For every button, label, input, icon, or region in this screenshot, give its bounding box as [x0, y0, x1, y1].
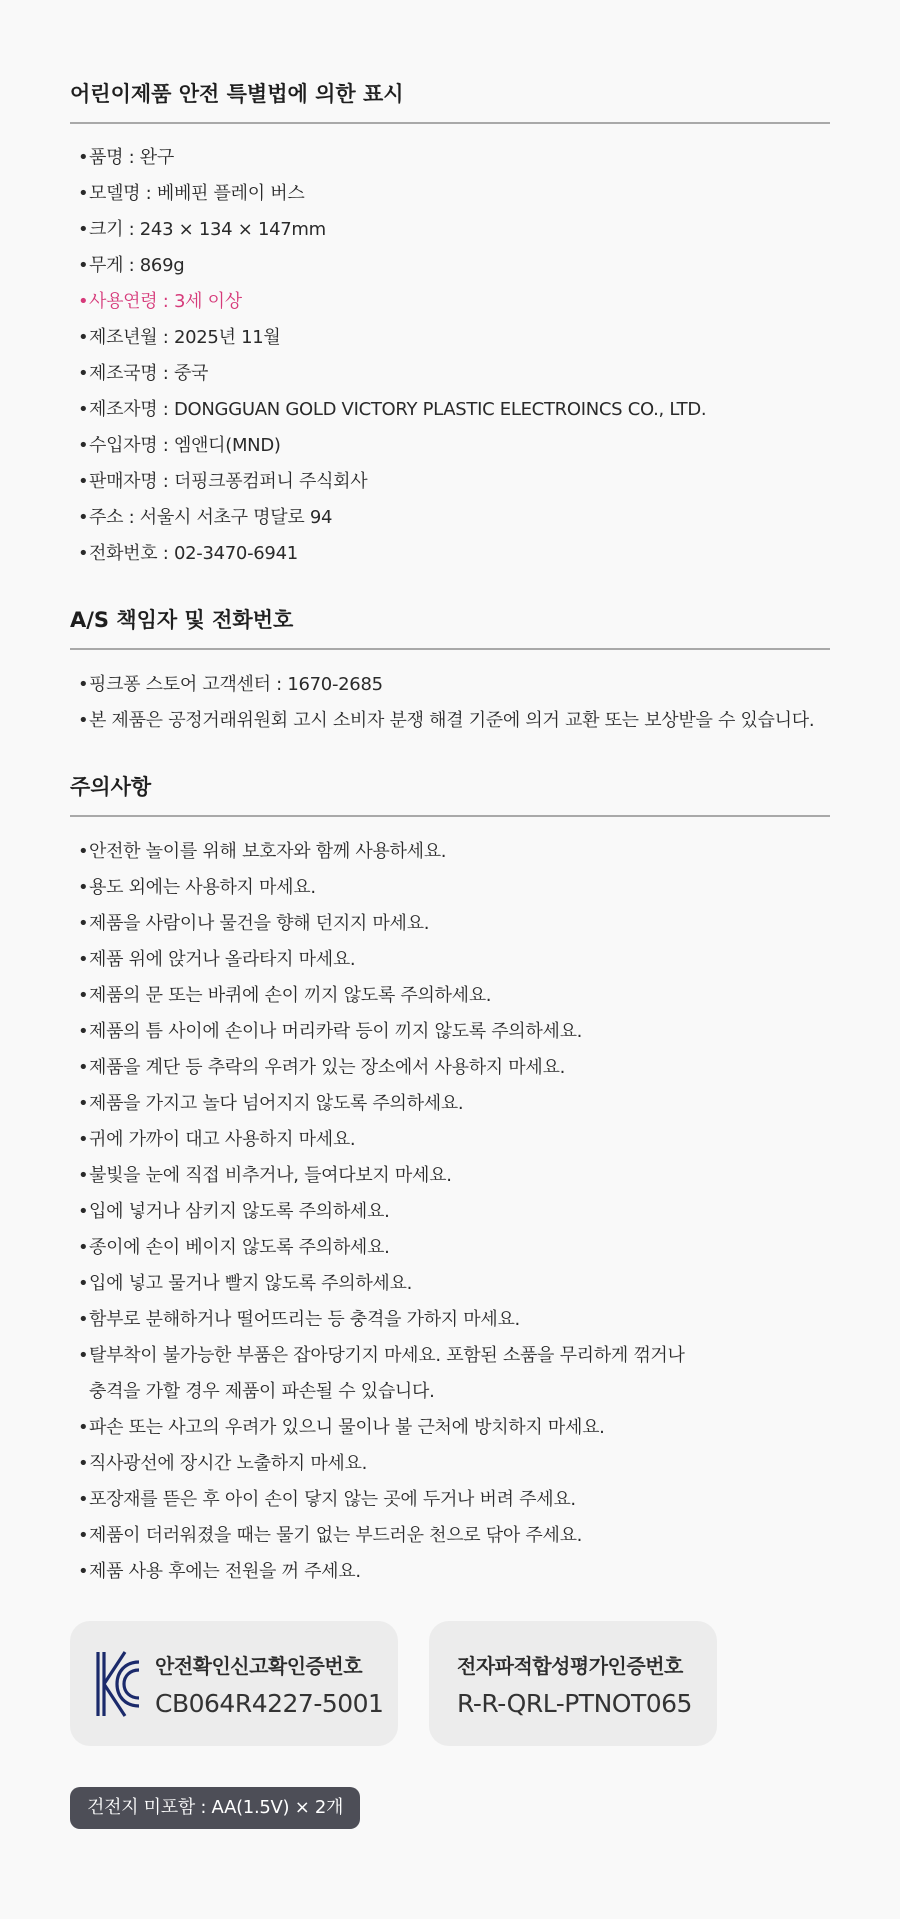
- list-item: • 입에 넣고 물거나 빨지 않도록 주의하세요.: [78, 1266, 830, 1302]
- section-title: 어린이제품 안전 특별법에 의한 표시: [70, 78, 830, 124]
- section-product-safety: [70, 78, 830, 572]
- list-item: • 제품을 가지고 놀다 넘어지지 않도록 주의하세요.: [78, 1086, 830, 1122]
- cert-label: 안전확인신고확인증번호: [155, 1653, 363, 1678]
- list-item: • 본 제품은 공정거래위원회 고시 소비자 분쟁 해결 기준에 의거 교환 또는 보상받을 수 있습니다.: [78, 703, 830, 739]
- list-item: • 제품의 문 또는 바퀴에 손이 끼지 않도록 주의하세요.: [78, 978, 830, 1014]
- list-item-continuation: 충격을 가할 경우 제품이 파손될 수 있습니다.: [89, 1381, 435, 1402]
- cert-label: 전자파적합성평가인증번호: [457, 1653, 683, 1678]
- info-list: [70, 650, 830, 739]
- list-item: • 판매자명 : 더핑크퐁컴퍼니 주식회사: [78, 464, 830, 500]
- cert-number: R-R-QRL-PTNOT065: [457, 1688, 692, 1718]
- list-item: • 귀에 가까이 대고 사용하지 마세요.: [78, 1122, 830, 1158]
- emc-certification-text: [457, 1650, 692, 1718]
- kc-certification-text: [155, 1650, 383, 1718]
- certification-row: [70, 1621, 717, 1746]
- list-item: • 탈부착이 불가능한 부품은 잡아당기지 마세요. 포함된 소품을 무리하게 꺾거나: [78, 1338, 830, 1374]
- list-item: • 직사광선에 장시간 노출하지 마세요.: [78, 1446, 830, 1482]
- list-item: • 제품 위에 앉거나 올라타지 마세요.: [78, 942, 830, 978]
- list-item: • 종이에 손이 베이지 않도록 주의하세요.: [78, 1230, 830, 1266]
- section-title: 주의사항: [70, 771, 830, 817]
- cert-number: CB064R4227-5001: [155, 1688, 384, 1718]
- battery-notice-badge: 건전지 미포함 : AA(1.5V) × 2개: [70, 1787, 360, 1829]
- list-item: • 제품을 사람이나 물건을 향해 던지지 마세요.: [78, 906, 830, 942]
- list-item: • 제품을 계단 등 추락의 우려가 있는 장소에서 사용하지 마세요.: [78, 1050, 830, 1086]
- section-as-contact: [70, 604, 830, 739]
- list-item: • 불빛을 눈에 직접 비추거나, 들여다보지 마세요.: [78, 1158, 830, 1194]
- section-title: A/S 책임자 및 전화번호: [70, 604, 830, 650]
- list-item: • 무게 : 869g: [78, 248, 830, 284]
- list-item: • 함부로 분해하거나 떨어뜨리는 등 충격을 가하지 마세요.: [78, 1302, 830, 1338]
- emc-certification-card: [429, 1621, 717, 1746]
- list-item: • 입에 넣거나 삼키지 않도록 주의하세요.: [78, 1194, 830, 1230]
- product-info: [70, 78, 830, 1622]
- info-list: [70, 124, 830, 572]
- list-item: • 제조자명 : DONGGUAN GOLD VICTORY PLASTIC ELECTROINCS CO., LTD.: [78, 392, 830, 428]
- kc-mark-icon: [95, 1648, 141, 1720]
- list-item: • 안전한 놀이를 위해 보호자와 함께 사용하세요.: [78, 834, 830, 870]
- list-item: • 수입자명 : 엠앤디(MND): [78, 428, 830, 464]
- kc-certification-card: [70, 1621, 398, 1746]
- section-cautions: [70, 771, 830, 1590]
- list-item: • 제조년월 : 2025년 11월: [78, 320, 830, 356]
- list-item: • 주소 : 서울시 서초구 명달로 94: [78, 500, 830, 536]
- list-item: • 포장재를 뜯은 후 아이 손이 닿지 않는 곳에 두거나 버려 주세요.: [78, 1482, 830, 1518]
- age-item-highlighted: • 사용연령 : 3세 이상: [78, 284, 830, 320]
- list-item: • 파손 또는 사고의 우려가 있으니 물이나 불 근처에 방치하지 마세요.: [78, 1410, 830, 1446]
- list-item: • 제품이 더러워졌을 때는 물기 없는 부드러운 천으로 닦아 주세요.: [78, 1518, 830, 1554]
- list-item: • 전화번호 : 02-3470-6941: [78, 536, 830, 572]
- caution-list: [70, 817, 830, 1590]
- list-item: • 크기 : 243 × 134 × 147mm: [78, 212, 830, 248]
- list-item: • 모델명 : 베베핀 플레이 버스: [78, 176, 830, 212]
- list-item: • 제품 사용 후에는 전원을 꺼 주세요.: [78, 1554, 830, 1590]
- list-item: • 제조국명 : 중국: [78, 356, 830, 392]
- list-item: • 제품의 틈 사이에 손이나 머리카락 등이 끼지 않도록 주의하세요.: [78, 1014, 830, 1050]
- list-item: • 용도 외에는 사용하지 마세요.: [78, 870, 830, 906]
- list-item: • 핑크퐁 스토어 고객센터 : 1670-2685: [78, 667, 830, 703]
- list-item: • 품명 : 완구: [78, 140, 830, 176]
